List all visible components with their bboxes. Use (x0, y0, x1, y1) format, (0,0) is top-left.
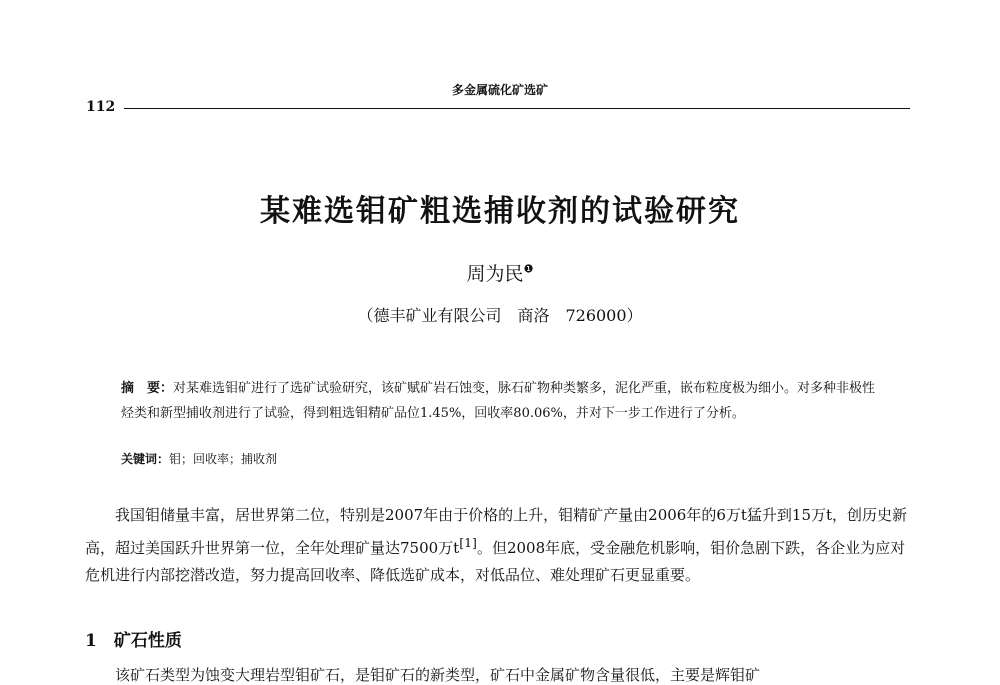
author-footnote-mark: ❶ (523, 262, 534, 276)
keywords-text: 钼；回收率；捕收剂 (169, 452, 278, 466)
author-line (0, 259, 1000, 286)
affiliation: （德丰矿业有限公司 商洛 726000） (357, 306, 643, 325)
section-title: 矿石性质 (113, 631, 182, 651)
author-name: 周为民 (466, 263, 524, 285)
body-paragraph-partial: 该矿石类型为蚀变大理岩型钼矿石，是钼矿石的新类型，矿石中金属矿物含量很低，主要是辉钼矿 (115, 666, 761, 684)
abstract-text: 对某难选钼矿进行了选矿试验研究，该矿赋矿岩石蚀变，脉石矿物种类繁多，泥化严重，嵌布粒度极为细小。对多种非极性烃类和新型捕收剂进行了试验，得到粗选钼精矿品位1.45%，回收率80.06%，并对下一步工作进行了分析。 (121, 381, 876, 421)
abstract-label: 摘 要： (121, 381, 174, 396)
body-paragraph (85, 502, 915, 589)
header-rule (124, 108, 910, 109)
page-number: 112 (86, 99, 116, 115)
section-number: 1 (85, 631, 97, 651)
para1-part2: 。但2008年底，受金融危机影响，钼价急剧下跌，各企业为应对危机进行内部挖潜改造，努力提高回收率、降低选矿成本，对低品位、难处理矿石更显重要。 (85, 539, 906, 584)
abstract (121, 376, 881, 426)
running-title: 多金属硫化矿选矿 (451, 83, 548, 97)
keywords (121, 450, 277, 467)
article-title: 某难选钼矿粗选捕收剂的试验研究 (260, 194, 740, 229)
citation-ref: [1] (459, 535, 477, 550)
para1-part1: 我国钼储量丰富，居世界第二位，特别是2007年由于价格的上升，钼精矿产量由2006年的6万t猛升到15万t，创历史新高，超过美国跃升世界第一位，全年处理矿量达7500万t (85, 506, 908, 557)
section-heading (85, 626, 182, 651)
keywords-label: 关键词： (121, 452, 170, 466)
